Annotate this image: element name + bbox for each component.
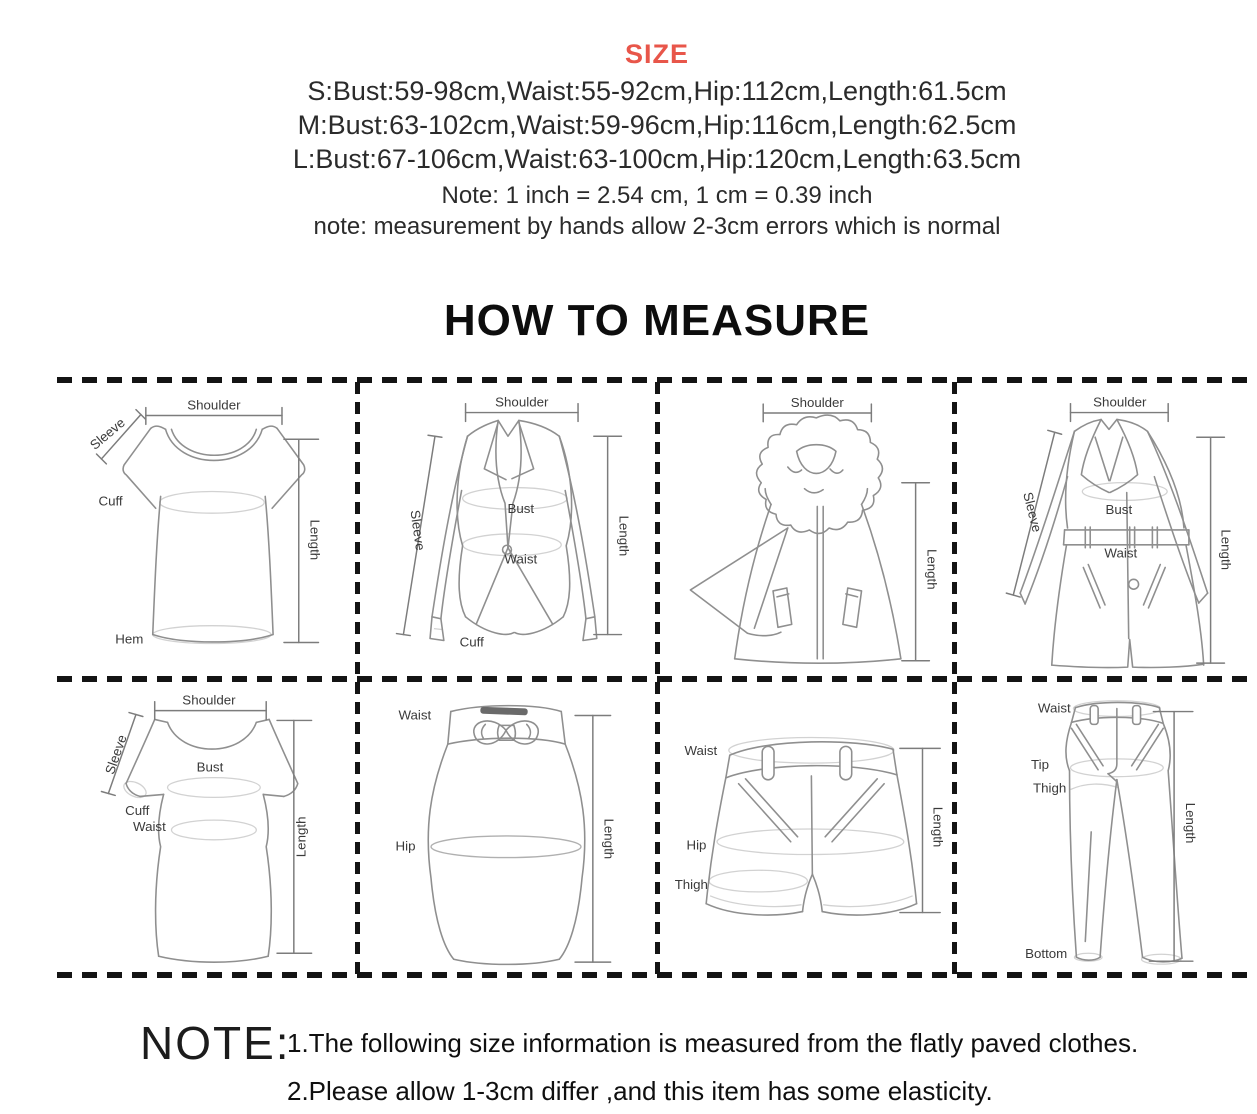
panel-t-shirt	[57, 380, 357, 676]
panel-fur-hooded-coat	[657, 380, 957, 676]
size-line-s: S:Bust:59-98cm,Waist:55-92cm,Hip:112cm,Length:61.5cm	[307, 76, 1007, 106]
panel-trench-coat	[957, 380, 1257, 676]
length-label: Length	[601, 818, 617, 860]
fur-hooded-coat-drawing	[657, 380, 952, 676]
panel-skirt	[357, 679, 657, 975]
size-section	[57, 34, 1257, 242]
bottom-label: Bottom	[1025, 946, 1068, 962]
note-item-2: 2.Please allow 1-3cm differ ,and this item has some elasticity.	[287, 1076, 993, 1106]
bust-label: Bust	[507, 501, 535, 517]
hip-label: Hip	[395, 838, 416, 854]
pants-drawing	[957, 679, 1257, 975]
tip-label: Tip	[1031, 756, 1050, 772]
cuff-label: Cuff	[459, 634, 484, 650]
how-to-measure-title: HOW TO MEASURE	[443, 296, 871, 345]
length-label: Length	[930, 806, 946, 848]
cuff-label: Cuff	[125, 803, 150, 819]
shoulder-label: Shoulder	[182, 692, 236, 708]
measurement-note: note: measurement by hands allow 2-3cm errors which is normal	[313, 213, 1001, 240]
shoulder-label: Shoulder	[1093, 394, 1147, 410]
shorts-drawing	[657, 679, 952, 975]
length-label: Length	[924, 549, 940, 590]
hem-label: Hem	[115, 631, 144, 647]
bust-label: Bust	[196, 759, 224, 775]
t-shirt-drawing	[57, 380, 357, 676]
size-line-l: L:Bust:67-106cm,Waist:63-100cm,Hip:120cm,Length:63.5cm	[292, 144, 1022, 174]
length-label: Length	[293, 816, 309, 858]
sleeve-label: Sleeve	[102, 732, 130, 777]
thigh-label: Thigh	[1033, 780, 1067, 796]
length-label: Length	[616, 515, 632, 557]
waist-label: Waist	[504, 551, 538, 567]
dress-drawing	[57, 679, 357, 975]
length-label: Length	[307, 519, 323, 561]
panel-blazer	[357, 380, 657, 676]
cuff-label: Cuff	[98, 493, 123, 509]
hip-label: Hip	[686, 837, 707, 853]
measure-grid	[57, 380, 1257, 977]
waist-label: Waist	[398, 707, 432, 723]
sleeve-label: Sleeve	[1020, 490, 1045, 534]
thigh-label: Thigh	[674, 876, 708, 892]
sleeve-label: Sleeve	[86, 414, 128, 453]
waist-label: Waist	[1037, 700, 1071, 716]
skirt-drawing	[357, 679, 657, 975]
waist-label: Waist	[1104, 545, 1138, 561]
note-item-1: 1.The following size information is measured from the flatly paved clothes.	[287, 1028, 1139, 1058]
size-line-m: M:Bust:63-102cm,Waist:59-96cm,Hip:116cm,Length:62.5cm	[297, 110, 1017, 140]
panel-dress	[57, 679, 357, 975]
shoulder-label: Shoulder	[187, 397, 241, 413]
note-title: NOTE:	[140, 1017, 291, 1069]
sleeve-label: Sleeve	[407, 509, 428, 552]
panel-shorts	[657, 679, 957, 975]
length-label: Length	[1218, 529, 1234, 571]
bust-label: Bust	[1105, 502, 1133, 518]
waist-label: Waist	[133, 818, 166, 834]
shoulder-label: Shoulder	[790, 395, 844, 411]
length-label: Length	[1182, 802, 1198, 844]
trench-coat-drawing	[957, 380, 1257, 676]
size-title: SIZE	[624, 39, 689, 69]
blazer-drawing	[357, 380, 657, 676]
conversion-note: Note: 1 inch = 2.54 cm, 1 cm = 0.39 inch	[441, 182, 873, 209]
waist-label: Waist	[684, 743, 718, 759]
shoulder-label: Shoulder	[495, 394, 549, 410]
panel-pants	[957, 679, 1257, 975]
